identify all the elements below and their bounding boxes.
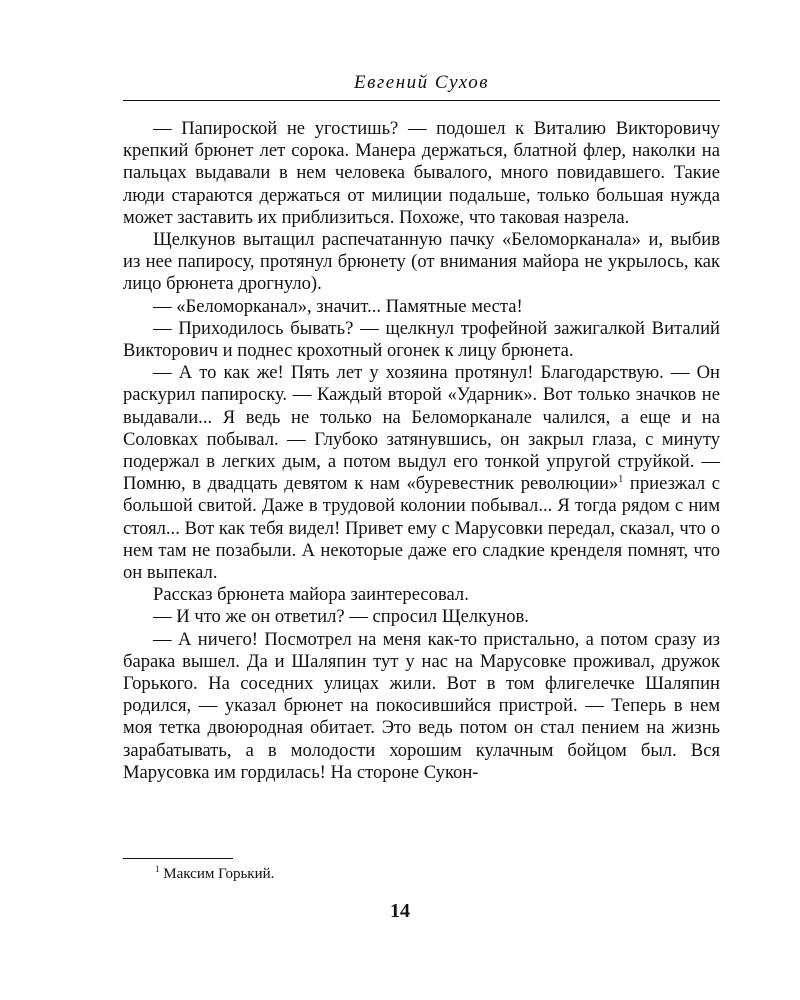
paragraph-continuation: приезжал с большой свитой. Даже в трудовой колонии побывал... Я тогда рядом с ним стоял... Вот как тебя видел! Привет ему с Марусовки передал, сказал, что о нем там не позабыли. А некоторые даже его сладкие кренделя помнят, что он выпекал.: [123, 473, 720, 584]
footnote: [155, 866, 274, 883]
paragraph-with-footnote: [123, 362, 720, 584]
header-title: Евгений Сухов: [354, 72, 489, 93]
paragraph: — «Беломорканал», значит... Памятные места!: [153, 295, 523, 317]
footnote-reference[interactable]: 1: [618, 474, 624, 486]
paragraph: — Папироской не угостишь? — подошел к Виталию Викторовичу крепкий брюнет лет сорока. Манера держаться, блатной флер, наколки на пальцах выдавали в нем человека бывалого, много повидавшего. Такие люди стараются держаться от милиции подальше, только большая нужда может заставить их приблизиться. Похоже, что таковая назрела.: [123, 118, 720, 228]
paragraph: Щелкунов вытащил распечатанную пачку «Беломорканала» и, выбив из нее папиросу, протянул брюнету (от внимания майора не укрылось, как лицо брюнета дрогнуло).: [123, 229, 720, 295]
footnote-text: Максим Горький.: [163, 866, 275, 882]
footnote-marker: 1: [155, 864, 160, 874]
running-header: [123, 60, 720, 101]
page-number: 14: [390, 900, 410, 922]
paragraph: Рассказ брюнета майора заинтересовал.: [153, 584, 469, 606]
paragraph: — Приходилось бывать? — щелкнул трофейной зажигалкой Виталий Викторович и поднес крохотный огонек к лицу брюнета.: [123, 317, 720, 362]
paragraph-text: — А то как же! Пять лет у хозяина протянул! Благодарствую. — Он раскурил папироску. — Каждый второй «Ударник». Вот только значков не выдавали... Я ведь не только на Беломорканале чалился, а еще и на Соловках побывал. — Глубоко затянувшись, он закрыл глаза, с минуту подержал в легких дым, а потом выдул его тонкой упругой струйкой. — Помню, в двадцать девятом к нам «буревестник революции»: [123, 362, 720, 495]
footnote-divider: [123, 858, 233, 859]
paragraph: — И что же он ответил? — спросил Щелкунов.: [153, 606, 529, 628]
paragraph: — А ничего! Посмотрел на меня как-то пристально, а потом сразу из барака вышел. Да и Шаляпин тут у нас на Марусовке проживал, дружок Горького. На соседних улицах жили. Вот в том флигелечке Шаляпин родился, — указал брюнет на покосившийся пристрой. — Теперь в нем моя тетка двоюродная обитает. Это ведь потом он стал пением на жизнь зарабатывать, а в молодости хорошим кулачным бойцом был. Вся Марусовка им гордилась! На стороне Сукон-: [123, 628, 720, 783]
body-text: [123, 118, 720, 784]
